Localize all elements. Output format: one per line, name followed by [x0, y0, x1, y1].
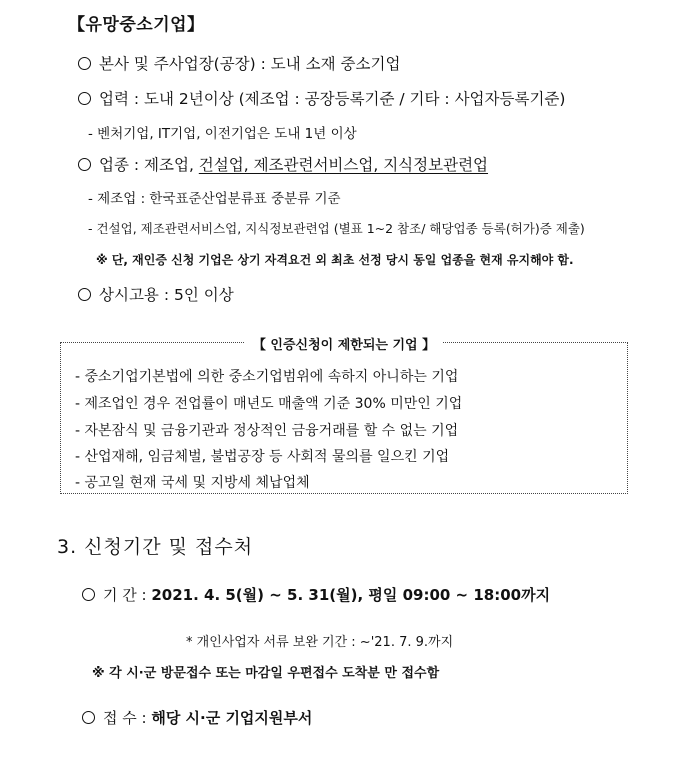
supplement-note: * 개인사업자 서류 보완 기간 : ~'21. 7. 9.까지 — [186, 635, 454, 650]
circle-bullet-icon — [78, 158, 91, 171]
item-employment-text: 상시고용 : 5인 이상 — [99, 286, 234, 304]
section3-heading: 3. 신청기간 및 접수처 — [57, 536, 254, 558]
restricted-box — [60, 338, 628, 494]
item-career-text: 업력 : 도내 2년이상 (제조업 : 공장등록기준 / 기타 : 사업자등록기준) — [99, 90, 566, 108]
item-career — [78, 87, 565, 109]
period-value: 2021. 4. 5(월) ~ 5. 31(월), 평일 09:00 ~ 18:00까지 — [151, 586, 551, 604]
period-line — [82, 584, 550, 605]
visit-note: ※ 각 시·군 방문접수 또는 마감일 우편접수 도착분 만 접수함 — [92, 666, 440, 681]
reception-line — [82, 707, 312, 728]
restricted-item: - 공고일 현재 국세 및 지방세 체납업체 — [75, 475, 310, 491]
circle-bullet-icon — [78, 288, 91, 301]
item-employment — [78, 283, 234, 305]
item-industry-underlined: 건설업, 제조관련서비스업, 지식정보관련업 — [198, 156, 489, 174]
circle-bullet-icon — [82, 588, 95, 601]
circle-bullet-icon — [78, 92, 91, 105]
circle-bullet-icon — [78, 57, 91, 70]
period-label: 기 간 : — [103, 586, 152, 604]
restricted-item: - 자본잠식 및 금융기관과 정상적인 금융거래를 할 수 없는 기업 — [75, 423, 459, 439]
reception-label: 접 수 : — [103, 709, 152, 727]
item-industry — [78, 153, 488, 175]
item-industry-sub2: - 건설업, 제조관련서비스업, 지식정보관련업 (별표 1~2 참조/ 해당업종 등록(허가)증 제출) — [88, 221, 585, 236]
item-hq-text: 본사 및 주사업장(공장) : 도내 소재 중소기업 — [99, 55, 401, 73]
item-hq — [78, 52, 400, 74]
section-title: 【유망중소기업】 — [68, 15, 205, 35]
restricted-item: - 산업재해, 임금체벌, 불법공장 등 사회적 물의를 일으킨 기업 — [75, 449, 450, 465]
circle-bullet-icon — [82, 711, 95, 724]
item-industry-note: ※ 단, 재인증 신청 기업은 상기 자격요건 외 최초 선정 당시 동일 업종을 현재 유지해야 함. — [96, 253, 574, 267]
item-industry-sub1: - 제조업 : 한국표준산업분류표 중분류 기준 — [88, 191, 341, 207]
restricted-item: - 제조업인 경우 전업률이 매년도 매출액 기준 30% 미만인 기업 — [75, 396, 463, 412]
reception-value: 해당 시·군 기업지원부서 — [151, 709, 313, 727]
item-industry-prefix: 업종 : 제조업, — [99, 156, 199, 174]
item-career-sub: - 벤처기업, IT기업, 이전기업은 도내 1년 이상 — [88, 126, 357, 142]
restricted-box-title: 【 인증신청이 제한되는 기업 】 — [61, 343, 627, 362]
restricted-item: - 중소기업기본법에 의한 중소기업범위에 속하지 아니하는 기업 — [75, 369, 459, 385]
